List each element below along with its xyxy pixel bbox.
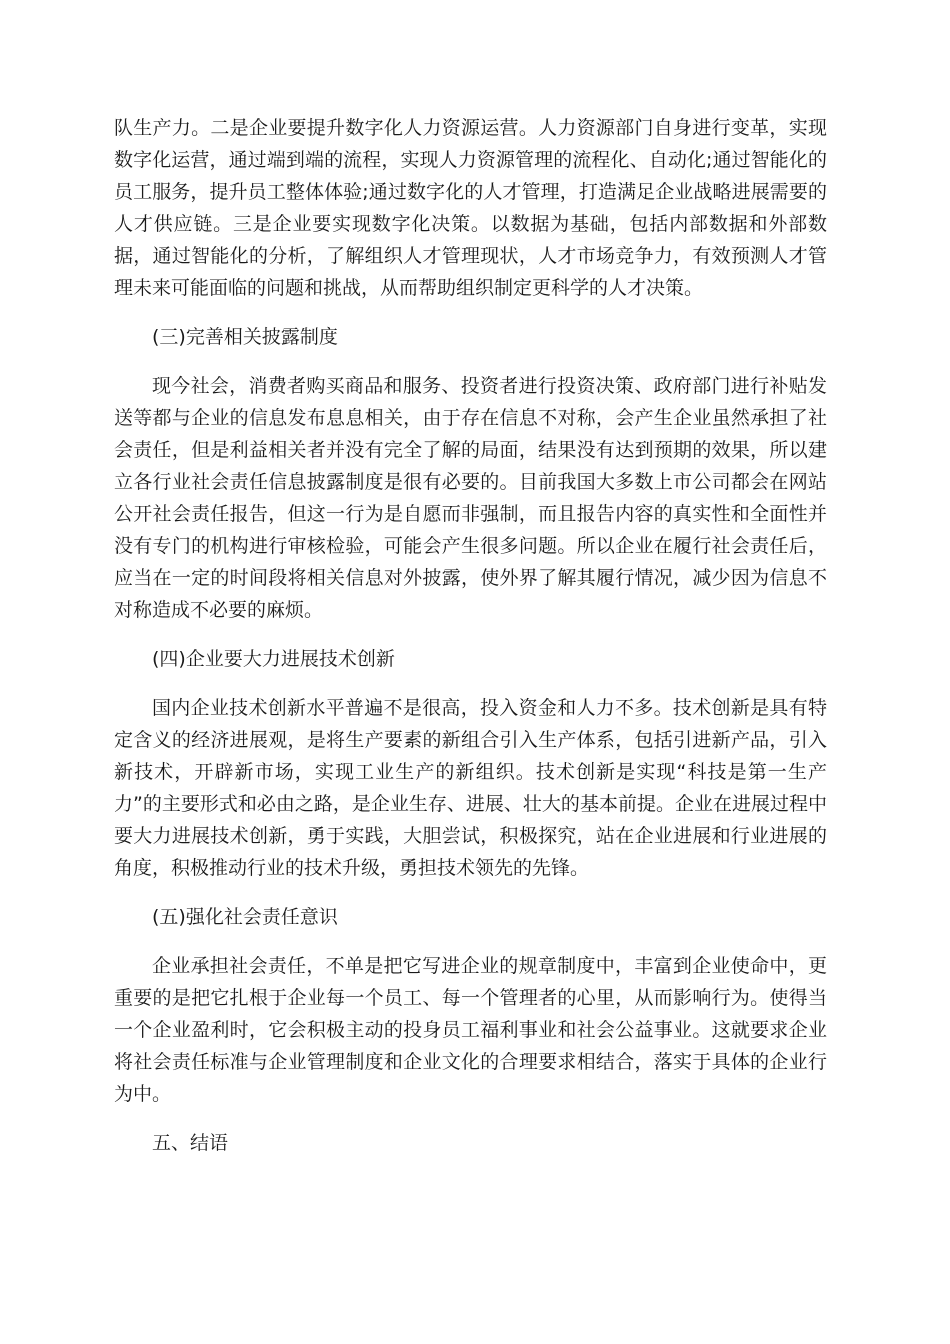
heading-technology-innovation: (四)企业要大力进展技术创新 bbox=[152, 648, 395, 670]
paragraph-social-responsibility: 企业承担社会责任，不单是把它写进企业的规章制度中，丰富到企业使命中，更重要的是把它扎根于企业每一个员工、每一个管理者的心里，从而影响行为。使得当一个企业盈利时，它会积极主动的投身员工福利事业和社会公益事业。这就要求企业将社会责任标准与企业管理制度和企业文化的合理要求相结合，落实于具体的企业行为中。 bbox=[114, 955, 827, 1105]
paragraph-disclosure-system: 现今社会，消费者购买商品和服务、投资者进行投资决策、政府部门进行补贴发送等都与企业的信息发布息息相关，由于存在信息不对称，会产生企业虽然承担了社会责任，但是利益相关者并没有完全了解的局面，结果没有达到预期的效果，所以建立各行业社会责任信息披露制度是很有必要的。目前我国大多数上市公司都会在网站公开社会责任报告，但这一行为是自愿而非强制，而且报告内容的真实性和全面性并没有专门的机构进行审核检验，可能会产生很多问题。所以企业在履行社会责任后，应当在一定的时间段将相关信息对外披露，使外界了解其履行情况，减少因为信息不对称造成不必要的麻烦。 bbox=[114, 375, 827, 621]
heading-conclusion: 五、结语 bbox=[152, 1132, 229, 1154]
document-body bbox=[114, 112, 827, 1176]
heading-disclosure-system: (三)完善相关披露制度 bbox=[152, 326, 338, 348]
heading-social-responsibility: (五)强化社会责任意识 bbox=[152, 906, 338, 928]
paragraph-technology-innovation: 国内企业技术创新水平普遍不是很高，投入资金和人力不多。技术创新是具有特定含义的经济进展观，是将生产要素的新组合引入生产体系，包括引进新产品，引入新技术，开辟新市场，实现工业生产的新组织。技术创新是实现“科技是第一生产力”的主要形式和必由之路，是企业生存、进展、壮大的基本前提。企业在进展过程中要大力进展技术创新，勇于实践，大胆尝试，积极探究，站在企业进展和行业进展的角度，积极推动行业的技术升级，勇担技术领先的先锋。 bbox=[114, 697, 827, 879]
paragraph-hr-digitalization: 队生产力。二是企业要提升数字化人力资源运营。人力资源部门自身进行变革，实现数字化运营，通过端到端的流程，实现人力资源管理的流程化、自动化;通过智能化的员工服务，提升员工整体体验;通过数字化的人才管理，打造满足企业战略进展需要的人才供应链。三是企业要实现数字化决策。以数据为基础，包括内部数据和外部数据，通过智能化的分析，了解组织人才管理现状，人才市场竞争力，有效预测人才管理未来可能面临的问题和挑战，从而帮助组织制定更科学的人才决策。 bbox=[114, 117, 827, 299]
